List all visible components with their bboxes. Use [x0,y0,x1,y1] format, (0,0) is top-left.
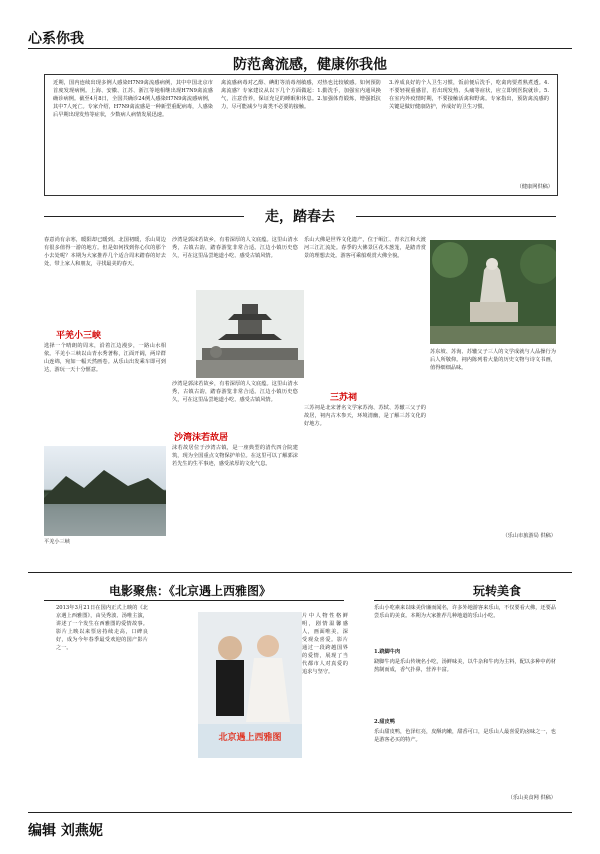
statue-illustration [430,240,556,344]
subhead-pingqiang: 平羌小三峡 [56,331,102,341]
movie-col3: 片中人物性格鲜明，剧情温馨感人，画面唯美，深受观众喜爱。影片通过一段跨越国界的爱情，展现了当代都市人对真爱的追求与坚守。 [302,613,348,675]
food-text-2: 乐山甜皮鸭，色泽红亮，皮酥肉嫩，甜香可口，是乐山人最喜爱的卤味之一，也是游客必买的特产。 [374,729,556,743]
spring-intro: 春意尚有余寒，暖阳却已暖到。北国初暖，乐山周边有很多值得一游的地方。但是如何找到你心仪的那个小去处呢？本期为大家推荐几个适合周末踏春的好去处，带上家人和朋友，寻找最美的春天。 [44,237,166,267]
food-text-1: 跷脚牛肉是乐山传统名小吃，汤鲜味美，以牛杂和牛肉为主料，配以多种中药材熬制而成，香气扑鼻，营养丰富。 [374,659,556,673]
food-item-2: 2.甜皮鸭 [374,719,395,725]
movie-title-rule [44,600,344,601]
spring-trip-rule-right [356,216,556,217]
shawan-text: 沫若故居位于沙湾古镇，是一座典型的清代四合院建筑，现为全国重点文物保护单位。在这里可以了解郭沫若先生的生平事迹，感受浓厚的文化气息。 [172,445,298,467]
header-rule [28,48,572,49]
section-divider [28,572,572,573]
statue-photo [430,240,556,344]
column-name: 心系你我 [28,31,84,47]
section-title-spring-trip: 走，踏春去 [265,209,335,225]
spring-source: （乐山市旅游局 供稿） [502,533,556,539]
movie-poster [198,612,302,758]
pingqiang-text: 选择一个晴朗的周末，沿着江边漫步，一路山水相依。平羌小三峡以山青水秀著称，江面开阔，两岸群山连绵，宛如一幅天然画卷。从乐山出发乘车即可到达，游玩一天十分惬意。 [44,343,166,373]
section-title-bird-flu: 防范禽流感，健康你我他 [233,57,387,73]
food-item-1: 1.跷脚牛肉 [374,649,401,655]
caption-pingqiang: 平羌小三峡 [44,539,70,545]
editor-credit: 编辑 刘燕妮 [28,823,103,839]
movie-col1: 2013年3月21日在国内正式上映的《北京遇上西雅图》，由吴秀波、汤唯主演，讲述了一个发生在西雅图的爱情故事。影片上映以来票房持续走高，口碑良好，成为今年春季最受欢迎的国产影片之一。 [56,605,148,651]
footer-rule [28,812,572,813]
spring-trip-rule-left [44,216,244,217]
food-intro: 乐山小吃素来以味美价廉而闻名，许多外地游客来乐山，不仅要看大佛，还要品尝乐山的美食。本期为大家推荐几种地道的乐山小吃。 [374,605,556,619]
pagoda-photo [196,290,304,378]
bird-flu-col3: 3.养成良好的个人卫生习惯，饭前便后洗手，吃禽肉要煮熟煮透。4.不要轻视重感冒，若出现发热、头痛等症状，应立即到医院就诊。5.在室内外疫情时期，不要接触活禽和野禽。专家指出，预防禽流感的关键是做好健康防护，养成好的卫生习惯。 [389,80,549,110]
spring-col2: 沙湾是郭沫若故乡，有着深厚的人文底蕴。这里山清水秀，古镇古韵，踏春游览非常合适。江边小镇历史悠久，可在这里品尝地道小吃、感受古镇风情。 [172,237,298,259]
subhead-shawan: 沙湾沫若故居 [174,433,229,443]
spring-col2-mid: 沙湾是郭沫若故乡，有着深厚的人文底蕴。这里山清水秀，古镇古韵，踏春游览非常合适。江边小镇历史悠久，可在这里品尝地道小吃、感受古镇风情。 [172,381,298,403]
section-title-movie: 电影聚焦：《北京遇上西雅图》 [108,584,271,598]
bird-flu-col1: 近期，国内连续出现多例人感染H7N9禽流感病例，其中中国北京市首度发现病例。上海、安徽、江苏、浙江等地相继出现H7N9禽流感确诊病例。截至4月8日，全国共确诊24例人感染H7N9禽流感病例，其中7人死亡。专家介绍，H7N9禽流感是一种新型重配病毒，人感染后早期出现发热等症状，少数病人病情发展迅速。 [53,80,213,118]
food-source: （乐山美食网 供稿） [507,795,556,801]
poster-title: 北京遇上西雅图 [218,733,282,743]
sansu-text: 三苏祠是北宋著名文学家苏洵、苏轼、苏辙三父子的故居，祠内古木参天，环境清幽，是了解三苏文化的好地方。 [304,405,426,427]
bird-flu-col2: 禽流感病毒对乙醇、碘酊等消毒剂敏感，对热也比较敏感。如何预防禽流感？专家建议从以下几个方面做起：1.勤洗手，加强室内通风换气，注意营养，保证充足的睡眠和休息。2.加强体育锻炼，增强抵抗力，尽可能减少与禽类不必要的接触。 [221,80,381,110]
section-title-food: 玩转美食 [472,584,521,598]
spring-col3: 乐山大佛是世界文化遗产，位于岷江、青衣江和大渡河三江汇流处。春季的大佛景区花木葱茏，是踏青赏景的理想去处。游客可乘船观赏大佛全貌。 [304,237,426,259]
mountain-lake-photo [44,446,166,536]
food-title-rule [374,600,556,601]
bird-flu-article-box [44,74,558,196]
mountain-lake-illustration [44,446,166,536]
spring-col4: 苏东坡、苏洵、苏辙父子三人的文学成就与人品操行为后人所敬仰。祠内陈列着大量的历史文物与诗文书画，值得细细品味。 [430,349,556,371]
subhead-sansu: 三苏祠 [330,393,358,403]
pagoda-illustration [196,290,304,378]
bird-flu-source: （健康网供稿） [516,184,553,190]
